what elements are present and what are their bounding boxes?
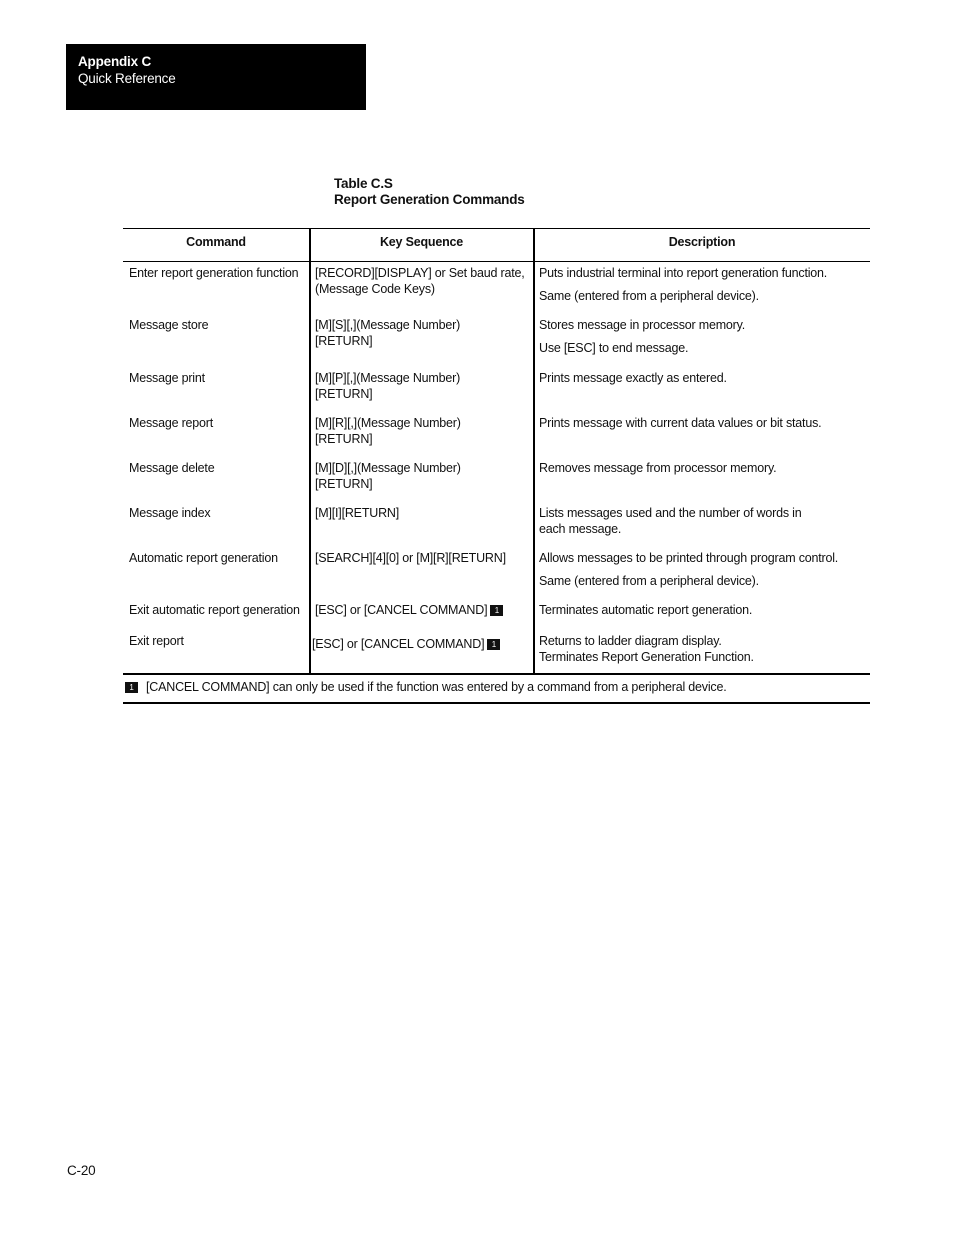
footnote-marker-icon: 1 [490, 605, 503, 616]
description-line: Terminates Report Generation Function. [539, 649, 754, 664]
column-divider [533, 228, 535, 674]
description-line: Same (entered from a peripheral device). [539, 573, 759, 588]
command-cell: Message report [129, 416, 214, 430]
table-number: Table C.S [334, 176, 393, 191]
page-number: C-20 [67, 1163, 96, 1178]
key-sequence-cell [315, 461, 461, 492]
footnote-bottom-rule [123, 702, 870, 704]
command-cell: Message print [129, 371, 205, 385]
description-cell [539, 371, 727, 387]
command-cell: Exit report [129, 634, 184, 648]
key-sequence-cell [315, 371, 460, 402]
description-line: Terminates automatic report generation. [539, 603, 753, 617]
description-line: each message. [539, 521, 622, 536]
column-header-key-sequence: Key Sequence [379, 235, 464, 249]
header-rule [123, 261, 870, 262]
key-line: [RETURN] [315, 333, 373, 348]
table-caption [334, 176, 525, 208]
footnote-marker-icon: 1 [487, 639, 500, 650]
key-sequence-cell [315, 318, 460, 349]
command-cell: Message delete [129, 461, 215, 475]
description-cell [539, 461, 776, 477]
description-line: Puts industrial terminal into report generation function. [539, 266, 828, 280]
key-line: [M][I][RETURN] [315, 506, 400, 520]
key-line: [SEARCH][4][0] or [M][R][RETURN] [315, 551, 506, 565]
description-line: Same (entered from a peripheral device). [539, 288, 759, 303]
key-line: [M][P][,](Message Number) [315, 371, 461, 385]
description-cell [539, 551, 838, 589]
key-sequence-cell [315, 266, 525, 297]
key-sequence-cell [315, 551, 506, 567]
commands-table [123, 228, 870, 704]
key-sequence-cell [312, 637, 500, 653]
header-box [66, 44, 366, 110]
key-line: [ESC] or [CANCEL COMMAND] [312, 637, 485, 651]
description-line: Prints message exactly as entered. [539, 371, 727, 385]
description-line: Returns to ladder diagram display. [539, 634, 722, 648]
command-cell: Enter report generation function [129, 266, 299, 280]
command-cell: Message index [129, 506, 211, 520]
footnote-marker-icon: 1 [125, 682, 138, 693]
command-cell: Message store [129, 318, 209, 332]
description-line: Stores message in processor memory. [539, 318, 746, 332]
key-line: [RECORD][DISPLAY] or Set baud rate, [315, 266, 525, 280]
description-cell [539, 634, 754, 665]
key-sequence-cell [315, 416, 461, 447]
description-cell [539, 266, 827, 304]
column-divider [309, 228, 311, 674]
command-cell: Automatic report generation [129, 551, 278, 565]
key-line: [RETURN] [315, 386, 373, 401]
appendix-label: Appendix C [78, 54, 152, 69]
column-header-command: Command [186, 235, 246, 249]
description-cell [539, 506, 801, 537]
description-line: Allows messages to be printed through program control. [539, 551, 839, 565]
key-line: [M][S][,](Message Number) [315, 318, 461, 332]
table-top-rule [123, 228, 870, 229]
description-cell [539, 603, 752, 619]
key-line: [M][D][,](Message Number) [315, 461, 461, 475]
table-title: Report Generation Commands [334, 192, 525, 207]
description-line: Prints message with current data values or bit status. [539, 416, 822, 430]
key-sequence-cell [315, 506, 399, 522]
section-label: Quick Reference [78, 71, 176, 86]
column-header-description: Description [668, 235, 736, 249]
key-sequence-cell [315, 603, 503, 619]
description-line: Lists messages used and the number of words in [539, 506, 802, 520]
table-footnote [123, 680, 727, 695]
key-line: [M][R][,](Message Number) [315, 416, 461, 430]
key-line: [RETURN] [315, 476, 373, 491]
table-bottom-rule [123, 673, 870, 675]
footnote-text: [CANCEL COMMAND] can only be used if the function was entered by a command from a peripheral device. [146, 680, 727, 694]
description-cell [539, 318, 745, 356]
description-line: Removes message from processor memory. [539, 461, 777, 475]
command-cell: Exit automatic report generation [129, 603, 300, 617]
key-line: [ESC] or [CANCEL COMMAND] [315, 603, 488, 617]
key-line: (Message Code Keys) [315, 281, 435, 296]
key-line: [RETURN] [315, 431, 373, 446]
description-cell [539, 416, 821, 432]
description-line: Use [ESC] to end message. [539, 340, 689, 355]
